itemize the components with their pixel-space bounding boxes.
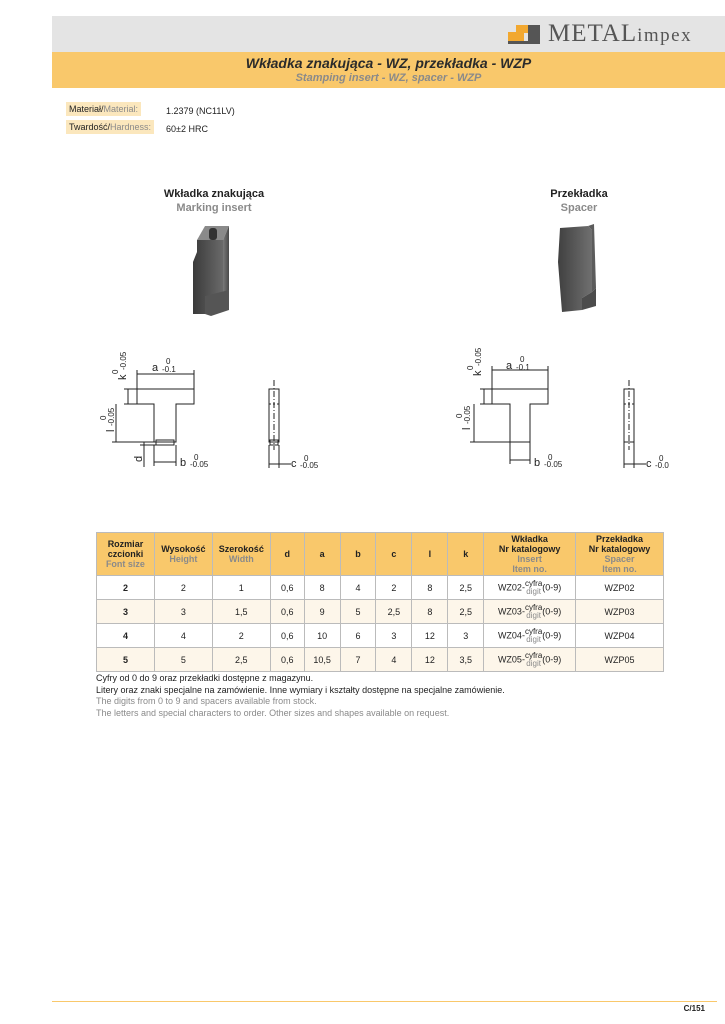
- svg-text:-0.05: -0.05: [300, 461, 319, 470]
- svg-text:-0.05: -0.05: [107, 407, 116, 426]
- table-row: 2 2 1 0,6 8 4 2 8 2,5 WZ02-cyfra digit(0-9) WZP02: [97, 576, 664, 600]
- spacer-dim-a: a: [506, 360, 513, 372]
- col-width: Szerokość Width: [212, 533, 270, 576]
- page-number: C/151: [683, 1004, 705, 1013]
- spacer-item-number: WZP05: [576, 648, 664, 672]
- svg-text:-0.05: -0.05: [544, 460, 563, 469]
- svg-text:0: 0: [99, 415, 108, 420]
- note-pl-1: Cyfry od 0 do 9 oraz przekładki dostępne z magazynu.: [96, 673, 314, 683]
- insert-item-number: WZ05-cyfra digit(0-9): [484, 648, 576, 672]
- svg-text:0: 0: [304, 454, 309, 463]
- col-d: d: [270, 533, 304, 576]
- logo-mark-icon: [508, 19, 544, 49]
- svg-text:-0.1: -0.1: [516, 363, 530, 372]
- svg-text:0: 0: [659, 454, 664, 463]
- col-c: c: [376, 533, 412, 576]
- footer-divider: [52, 1001, 717, 1002]
- spacer-dim-b: b: [534, 457, 541, 469]
- material-row: Materiał/Material: 1.2379 (NC11LV): [66, 104, 141, 114]
- page-title: Wkładka znakująca - WZ, przekładka - WZP: [245, 55, 532, 71]
- svg-text:-0.1: -0.1: [162, 365, 176, 374]
- spacer-dim-k: k: [472, 370, 484, 376]
- svg-text:-0.05: -0.05: [474, 347, 483, 366]
- svg-text:-0.05: -0.05: [463, 405, 472, 424]
- insert-dim-b: b: [180, 457, 187, 469]
- col-k: k: [448, 533, 484, 576]
- insert-technical-drawing: [96, 340, 336, 480]
- spacer-dim-c: c: [646, 458, 652, 470]
- svg-text:0: 0: [455, 413, 464, 418]
- svg-text:-0.05: -0.05: [119, 351, 128, 370]
- specification-table: [96, 532, 664, 672]
- svg-text:0: 0: [520, 355, 525, 364]
- table-row: 3 3 1,5 0,6 9 5 2,5 8 2,5 WZ03-cyfra digit(0-9) WZP03: [97, 600, 664, 624]
- col-height: Wysokość Height: [154, 533, 212, 576]
- spacer-dim-l: l: [461, 427, 473, 430]
- notes: [96, 673, 696, 719]
- table-row: 5 5 2,5 0,6 10,5 7 4 12 3,5 WZ05-cyfra digit(0-9) WZP05: [97, 648, 664, 672]
- spacer-photo: [552, 222, 602, 317]
- note-pl-2: Litery oraz znaki specjalne na zamówienie. Inne wymiary i kształty dostępne na specjalne zamówienie.: [96, 684, 505, 695]
- hardness-value: 60±2 HRC: [166, 124, 208, 134]
- svg-text:-0.05: -0.05: [190, 460, 209, 469]
- insert-item-number: WZ04-cyfra digit(0-9): [484, 624, 576, 648]
- material-value: 1.2379 (NC11LV): [166, 106, 235, 116]
- svg-text:0: 0: [111, 369, 120, 374]
- insert-dim-a: a: [152, 362, 159, 374]
- insert-caption: Wkładka znakująca Marking insert: [163, 188, 265, 214]
- col-a: a: [304, 533, 340, 576]
- spacer-technical-drawing: [450, 340, 690, 480]
- title-bar: [52, 52, 725, 88]
- page-subtitle: Stamping insert - WZ, spacer - WZP: [295, 72, 482, 84]
- col-spacer-item: Przekładka Nr katalogowy Spacer Item no.: [576, 533, 664, 576]
- table-row: 4 4 2 0,6 10 6 3 12 3 WZ04-cyfra digit(0-9) WZP04: [97, 624, 664, 648]
- note-en-2: The letters and special characters to order. Other sizes and shapes available on request.: [96, 707, 450, 718]
- svg-text:0: 0: [548, 453, 553, 462]
- insert-photo: [185, 222, 245, 322]
- spacer-item-number: WZP02: [576, 576, 664, 600]
- spacer-caption: Przekładka Spacer: [550, 188, 608, 214]
- col-insert-item: Wkładka Nr katalogowy Insert Item no.: [484, 533, 576, 576]
- insert-dim-c: c: [291, 458, 297, 470]
- svg-text:0: 0: [466, 365, 475, 370]
- svg-text:0: 0: [194, 453, 199, 462]
- insert-dim-l: l: [105, 429, 117, 432]
- spacer-item-number: WZP04: [576, 624, 664, 648]
- svg-text:0: 0: [166, 357, 171, 366]
- table-header-row: [97, 533, 664, 576]
- svg-text:-0.0: -0.0: [655, 461, 669, 470]
- insert-item-number: WZ02-cyfra digit(0-9): [484, 576, 576, 600]
- col-font-size: Rozmiar czcionki Font size: [97, 533, 155, 576]
- col-l: l: [412, 533, 448, 576]
- spacer-item-number: WZP03: [576, 600, 664, 624]
- hardness-row: Twardość/Hardness: 60±2 HRC: [66, 122, 154, 132]
- note-en-1: The digits from 0 to 9 and spacers available from stock.: [96, 696, 317, 706]
- insert-dim-d: d: [133, 455, 145, 462]
- insert-item-number: WZ03-cyfra digit(0-9): [484, 600, 576, 624]
- col-b: b: [340, 533, 376, 576]
- insert-dim-k: k: [117, 374, 129, 380]
- company-logo: METALimpex: [508, 18, 718, 50]
